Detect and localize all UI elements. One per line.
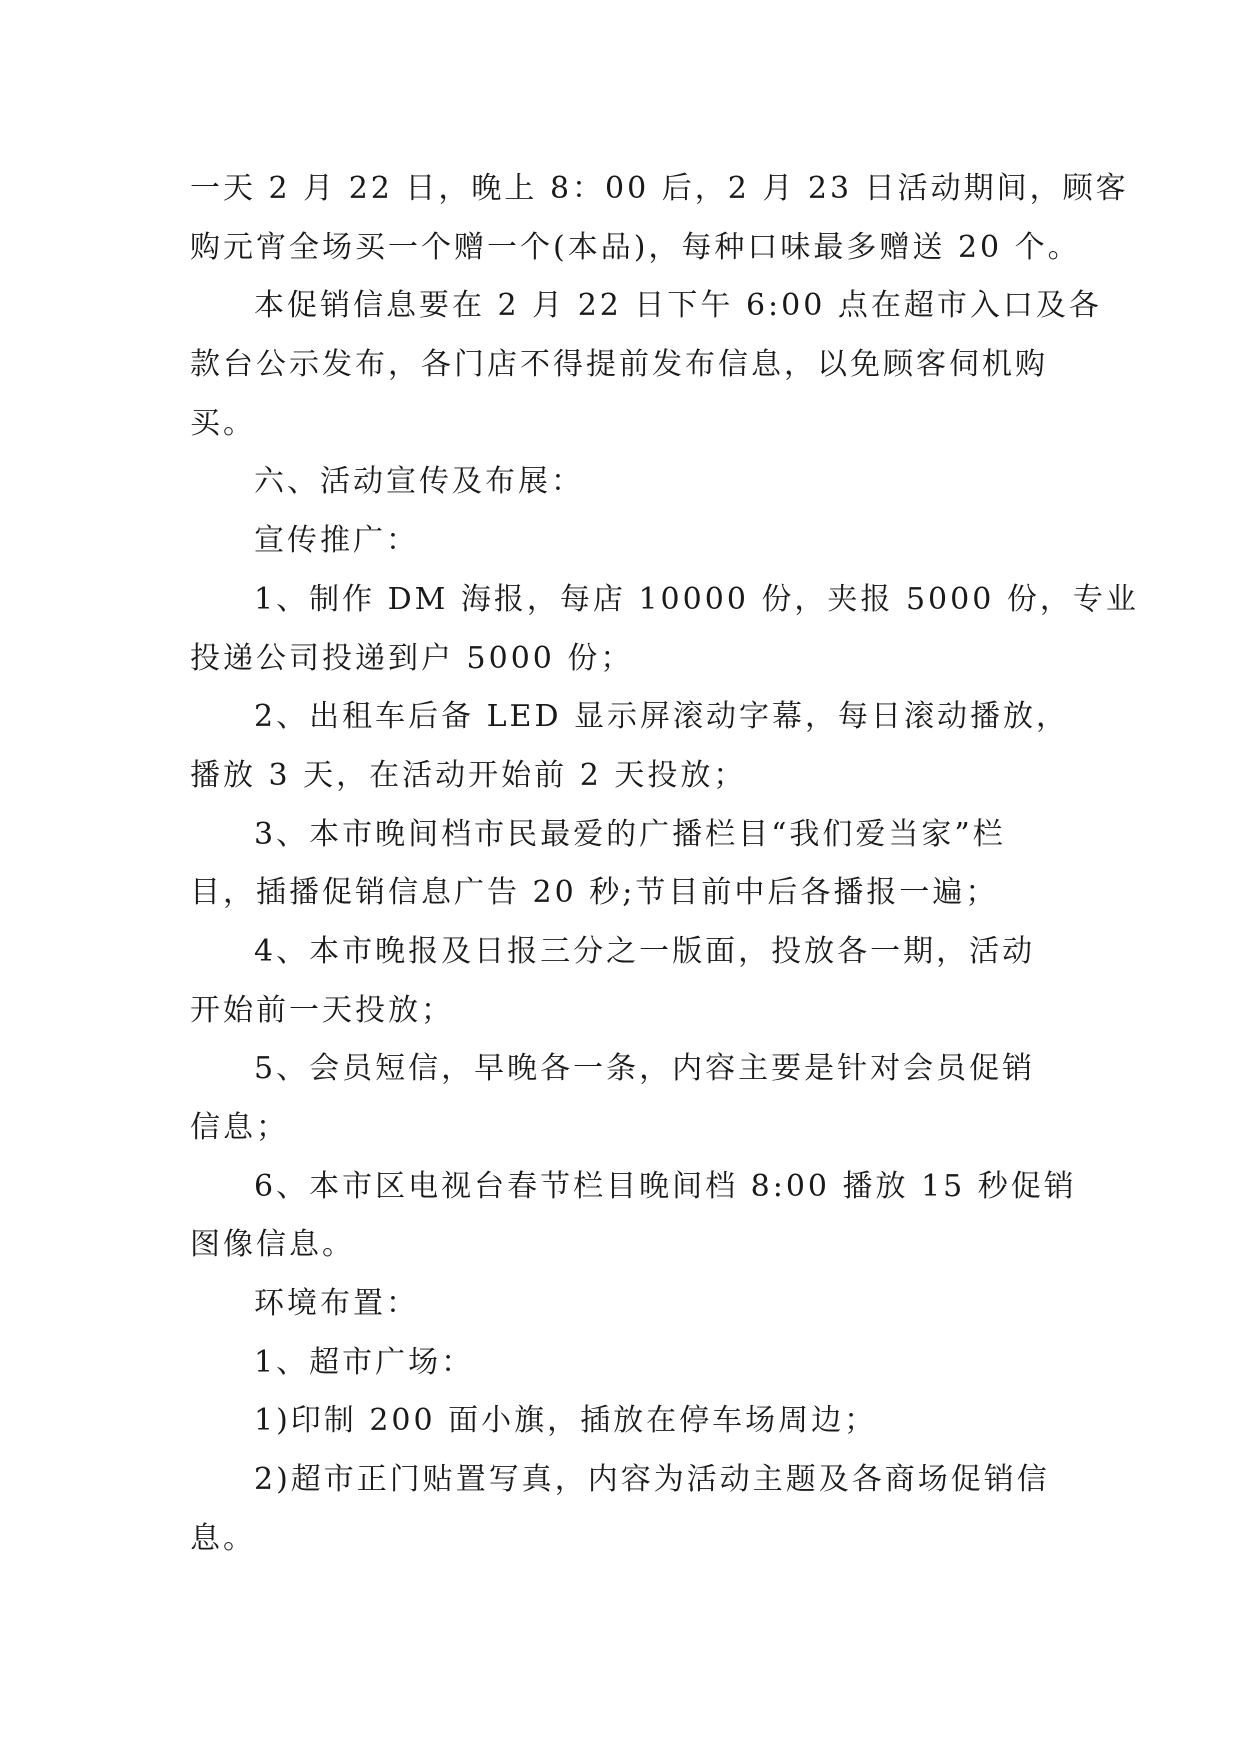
document-body — [190, 160, 1139, 1569]
text-line: 4、本市晚报及日报三分之一版面，投放各一期，活动 — [254, 933, 1036, 969]
text-line: 3、本市晚间档市民最爱的广播栏目“我们爱当家”栏 — [254, 816, 1006, 852]
text-line: 款台公示发布，各门店不得提前发布信息，以免顾客伺机购 — [190, 347, 1048, 383]
text-line: 购元宵全场买一个赠一个(本品)，每种口味最多赠送 20 个。 — [190, 229, 1081, 265]
text-line: 6、本市区电视台春节栏目晚间档 8:00 播放 15 秒促销 — [254, 1168, 1077, 1204]
text-line: 开始前一天投放； — [190, 992, 454, 1028]
subsection-heading: 宣传推广： — [254, 523, 419, 559]
text-line: 买。 — [190, 405, 256, 441]
text-line: 1、超市广场： — [254, 1344, 475, 1380]
text-line: 1、制作 DM 海报，每店 10000 份，夹报 5000 份，专业 — [254, 581, 1139, 617]
text-line: 5、会员短信，早晚各一条，内容主要是针对会员促销 — [254, 1051, 1036, 1087]
text-line: 信息； — [190, 1110, 289, 1145]
text-line: 息。 — [190, 1520, 256, 1556]
text-line: 目，插播促销信息广告 20 秒;节目前中后各播报一遍； — [190, 875, 999, 911]
text-line: 2)超市正门贴置写真，内容为活动主题及各商场促销信 — [254, 1462, 1050, 1498]
text-line: 1)印制 200 面小旗，插放在停车场周边； — [254, 1403, 878, 1439]
text-line: 一天 2 月 22 日，晚上 8：00 后，2 月 23 日活动期间，顾客 — [190, 171, 1129, 206]
text-line: 本促销信息要在 2 月 22 日下午 6:00 点在超市入口及各 — [254, 288, 1102, 324]
text-line: 投递公司投递到户 5000 份； — [190, 640, 634, 676]
section-heading: 六、活动宣传及布展： — [254, 464, 584, 500]
text-line: 图像信息。 — [190, 1227, 355, 1263]
subsection-heading: 环境布置： — [254, 1286, 419, 1322]
text-line: 2、出租车后备 LED 显示屏滚动字幕，每日滚动播放， — [254, 699, 1070, 735]
text-line: 播放 3 天，在活动开始前 2 天投放； — [190, 757, 747, 793]
